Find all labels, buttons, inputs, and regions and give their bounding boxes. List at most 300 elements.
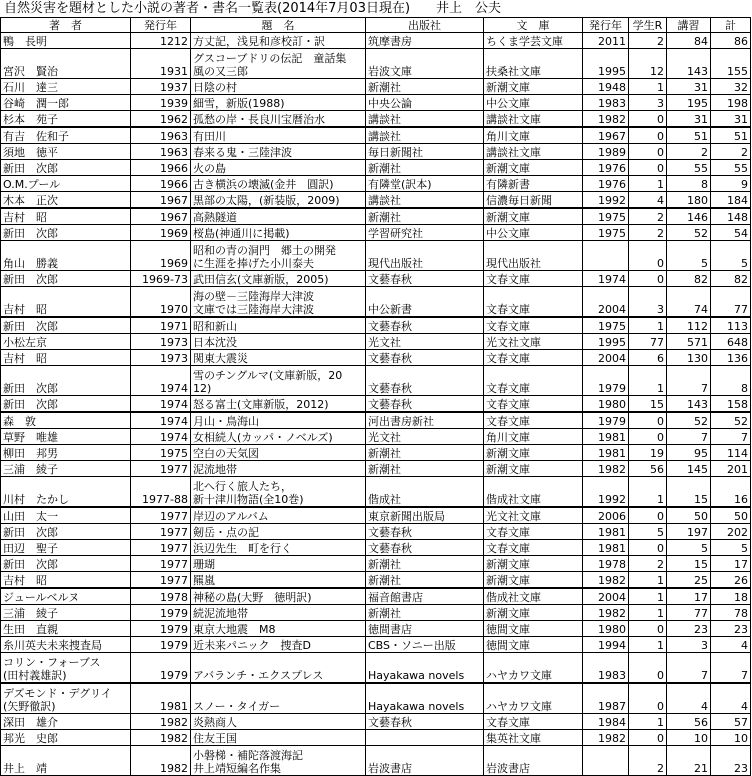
bunko-year-cell[interactable]: 1982 xyxy=(583,111,629,128)
student-count-cell[interactable]: 2 xyxy=(629,556,667,572)
author-cell[interactable]: 新田 次郎 xyxy=(1,160,131,176)
bunko-cell[interactable]: 岩波書店 xyxy=(484,746,583,776)
year-cell[interactable]: 1981 xyxy=(131,683,191,714)
author-cell[interactable]: 宮沢 賢治 xyxy=(1,49,131,79)
title-cell[interactable]: 泥流地帯 xyxy=(191,461,366,477)
course-count-cell[interactable]: 146 xyxy=(667,208,711,225)
student-count-cell[interactable]: 12 xyxy=(629,49,667,79)
student-count-cell[interactable]: 1 xyxy=(629,477,667,508)
course-count-cell[interactable]: 7 xyxy=(667,429,711,445)
student-count-cell[interactable]: 3 xyxy=(629,95,667,111)
total-count-cell[interactable]: 2 xyxy=(711,144,751,160)
publisher-cell[interactable]: 新潮社 xyxy=(366,461,484,477)
author-cell[interactable]: 田辺 聖子 xyxy=(1,540,131,556)
year-cell[interactable]: 1982 xyxy=(131,746,191,776)
student-count-cell[interactable]: 1 xyxy=(629,366,667,396)
total-count-cell[interactable]: 8 xyxy=(711,366,751,396)
course-count-cell[interactable]: 74 xyxy=(667,287,711,318)
bunko-cell[interactable]: 現代出版社 xyxy=(484,241,583,271)
year-cell[interactable]: 1931 xyxy=(131,49,191,79)
bunko-year-cell[interactable]: 1982 xyxy=(583,605,629,621)
course-count-cell[interactable]: 51 xyxy=(667,127,711,144)
publisher-cell[interactable]: 光文社 xyxy=(366,334,484,350)
year-cell[interactable]: 1963 xyxy=(131,144,191,160)
bunko-year-cell[interactable]: 1981 xyxy=(583,540,629,556)
publisher-cell[interactable]: 毎日新聞社 xyxy=(366,144,484,160)
header-course[interactable]: 講習 xyxy=(667,18,711,33)
title-cell[interactable]: 孤愁の岸・長良川宝暦治水 xyxy=(191,111,366,128)
bunko-year-cell[interactable]: 1978 xyxy=(583,556,629,572)
total-count-cell[interactable]: 148 xyxy=(711,208,751,225)
bunko-year-cell[interactable]: 1994 xyxy=(583,637,629,653)
title-cell[interactable]: 方丈記，浅見和彦校訂・訳 xyxy=(191,33,366,49)
title-cell[interactable]: 桜島(神通川に掲載) xyxy=(191,225,366,241)
title-cell[interactable]: 関東大震災 xyxy=(191,350,366,366)
publisher-cell[interactable]: 有隣堂(訳本) xyxy=(366,176,484,192)
student-count-cell[interactable]: 19 xyxy=(629,445,667,461)
bunko-cell[interactable]: 文春文庫 xyxy=(484,714,583,730)
publisher-cell[interactable]: 現代出版社 xyxy=(366,241,484,271)
bunko-cell[interactable]: 光文社文庫 xyxy=(484,507,583,524)
title-cell[interactable]: 月山・鳥海山 xyxy=(191,412,366,429)
header-publisher[interactable]: 出版社 xyxy=(366,18,484,33)
bunko-cell[interactable]: 新潮文庫 xyxy=(484,208,583,225)
title-cell[interactable]: 昭和の青の洞門 郷土の開発 に生涯を捧げた小川泰夫 xyxy=(191,241,366,271)
publisher-cell[interactable]: 新潮社 xyxy=(366,79,484,95)
title-cell[interactable]: 剱岳・点の記 xyxy=(191,524,366,540)
bunko-year-cell[interactable]: 1975 xyxy=(583,225,629,241)
author-cell[interactable]: 井上 靖 xyxy=(1,746,131,776)
title-cell[interactable]: 神秘の島(大野 徳明訳) xyxy=(191,588,366,605)
publisher-cell[interactable]: 岩波文庫 xyxy=(366,49,484,79)
author-cell[interactable]: 吉村 昭 xyxy=(1,208,131,225)
course-count-cell[interactable]: 52 xyxy=(667,412,711,429)
bunko-cell[interactable]: 新潮文庫 xyxy=(484,79,583,95)
author-cell[interactable]: 糸川英夫未来捜査局 xyxy=(1,637,131,653)
bunko-year-cell[interactable]: 1995 xyxy=(583,334,629,350)
bunko-cell[interactable]: 文春文庫 xyxy=(484,396,583,413)
publisher-cell[interactable]: 新潮社 xyxy=(366,208,484,225)
publisher-cell[interactable]: 新潮社 xyxy=(366,160,484,176)
publisher-cell[interactable]: 新潮社 xyxy=(366,445,484,461)
year-cell[interactable]: 1962 xyxy=(131,111,191,128)
publisher-cell[interactable]: 光文社 xyxy=(366,429,484,445)
title-cell[interactable]: スノー・タイガー xyxy=(191,683,366,714)
bunko-year-cell[interactable]: 1967 xyxy=(583,127,629,144)
total-count-cell[interactable]: 184 xyxy=(711,192,751,209)
bunko-year-cell[interactable]: 1989 xyxy=(583,144,629,160)
bunko-cell[interactable]: 新潮文庫 xyxy=(484,461,583,477)
author-cell[interactable]: 有吉 佐和子 xyxy=(1,127,131,144)
author-cell[interactable]: 杉本 苑子 xyxy=(1,111,131,128)
title-cell[interactable]: 炎熱商人 xyxy=(191,714,366,730)
bunko-year-cell[interactable]: 1992 xyxy=(583,192,629,209)
publisher-cell[interactable]: Hayakawa novels xyxy=(366,653,484,684)
publisher-cell[interactable]: 中央公論 xyxy=(366,95,484,111)
course-count-cell[interactable]: 50 xyxy=(667,507,711,524)
bunko-year-cell[interactable] xyxy=(583,746,629,776)
year-cell[interactable]: 1974 xyxy=(131,429,191,445)
bunko-year-cell[interactable]: 1982 xyxy=(583,730,629,746)
bunko-year-cell[interactable]: 1948 xyxy=(583,79,629,95)
course-count-cell[interactable]: 7 xyxy=(667,653,711,684)
author-cell[interactable]: 木本 正次 xyxy=(1,192,131,209)
title-cell[interactable]: 続泥流地帯 xyxy=(191,605,366,621)
course-count-cell[interactable]: 82 xyxy=(667,271,711,287)
publisher-cell[interactable]: 学習研究社 xyxy=(366,225,484,241)
bunko-cell[interactable]: 光文社文庫 xyxy=(484,334,583,350)
bunko-cell[interactable]: ハヤカワ文庫 xyxy=(484,683,583,714)
bunko-cell[interactable]: 角川文庫 xyxy=(484,127,583,144)
publisher-cell[interactable]: 中公新書 xyxy=(366,287,484,318)
total-count-cell[interactable]: 51 xyxy=(711,127,751,144)
course-count-cell[interactable]: 195 xyxy=(667,95,711,111)
header-total[interactable]: 計 xyxy=(711,18,751,33)
bunko-cell[interactable]: 講談社文庫 xyxy=(484,144,583,160)
year-cell[interactable]: 1979 xyxy=(131,637,191,653)
course-count-cell[interactable]: 8 xyxy=(667,176,711,192)
author-cell[interactable]: 角山 勝義 xyxy=(1,241,131,271)
student-count-cell[interactable]: 0 xyxy=(629,683,667,714)
total-count-cell[interactable]: 55 xyxy=(711,160,751,176)
publisher-cell[interactable]: 講談社 xyxy=(366,111,484,128)
bunko-cell[interactable]: ちくま学芸文庫 xyxy=(484,33,583,49)
author-cell[interactable]: 石川 達三 xyxy=(1,79,131,95)
year-cell[interactable]: 1977 xyxy=(131,556,191,572)
title-cell[interactable]: 日陰の村 xyxy=(191,79,366,95)
bunko-year-cell[interactable]: 1979 xyxy=(583,412,629,429)
author-cell[interactable]: コリン・フォーブス (田村義雄訳) xyxy=(1,653,131,684)
bunko-year-cell[interactable]: 1983 xyxy=(583,653,629,684)
student-count-cell[interactable]: 1 xyxy=(629,572,667,589)
publisher-cell[interactable]: 河出書房新社 xyxy=(366,412,484,429)
bunko-year-cell[interactable]: 1980 xyxy=(583,396,629,413)
title-cell[interactable]: 武田信玄(文庫新版，2005) xyxy=(191,271,366,287)
year-cell[interactable]: 1969 xyxy=(131,241,191,271)
year-cell[interactable]: 1978 xyxy=(131,588,191,605)
year-cell[interactable]: 1977 xyxy=(131,540,191,556)
year-cell[interactable]: 1974 xyxy=(131,396,191,413)
year-cell[interactable]: 1967 xyxy=(131,208,191,225)
bunko-cell[interactable]: 中公文庫 xyxy=(484,225,583,241)
author-cell[interactable]: 須地 徳平 xyxy=(1,144,131,160)
bunko-year-cell[interactable]: 1980 xyxy=(583,621,629,637)
course-count-cell[interactable]: 143 xyxy=(667,396,711,413)
total-count-cell[interactable]: 23 xyxy=(711,621,751,637)
year-cell[interactable]: 1963 xyxy=(131,127,191,144)
publisher-cell[interactable]: 東京新聞出版局 xyxy=(366,507,484,524)
publisher-cell[interactable]: 文藝春秋 xyxy=(366,396,484,413)
total-count-cell[interactable]: 82 xyxy=(711,271,751,287)
student-count-cell[interactable]: 2 xyxy=(629,746,667,776)
bunko-cell[interactable]: 扶桑社文庫 xyxy=(484,49,583,79)
course-count-cell[interactable]: 5 xyxy=(667,540,711,556)
bunko-year-cell[interactable]: 2004 xyxy=(583,287,629,318)
student-count-cell[interactable]: 1 xyxy=(629,714,667,730)
student-count-cell[interactable]: 2 xyxy=(629,225,667,241)
bunko-cell[interactable]: 文春文庫 xyxy=(484,350,583,366)
student-count-cell[interactable]: 1 xyxy=(629,317,667,334)
author-cell[interactable]: 三浦 綾子 xyxy=(1,461,131,477)
student-count-cell[interactable]: 0 xyxy=(629,653,667,684)
author-cell[interactable]: 新田 次郎 xyxy=(1,366,131,396)
student-count-cell[interactable]: 0 xyxy=(629,540,667,556)
student-count-cell[interactable]: 3 xyxy=(629,287,667,318)
year-cell[interactable]: 1977 xyxy=(131,524,191,540)
year-cell[interactable]: 1973 xyxy=(131,334,191,350)
title-cell[interactable]: 細雪，新版(1988) xyxy=(191,95,366,111)
title-cell[interactable]: 高熱隧道 xyxy=(191,208,366,225)
total-count-cell[interactable]: 31 xyxy=(711,111,751,128)
title-cell[interactable]: 雪のチングルマ(文庫新版，20 12) xyxy=(191,366,366,396)
course-count-cell[interactable]: 15 xyxy=(667,556,711,572)
author-cell[interactable]: 新田 次郎 xyxy=(1,225,131,241)
bunko-cell[interactable]: 文春文庫 xyxy=(484,524,583,540)
author-cell[interactable]: 小松左京 xyxy=(1,334,131,350)
total-count-cell[interactable]: 54 xyxy=(711,225,751,241)
year-cell[interactable]: 1977 xyxy=(131,572,191,589)
bunko-cell[interactable]: 新潮文庫 xyxy=(484,160,583,176)
student-count-cell[interactable]: 5 xyxy=(629,524,667,540)
student-count-cell[interactable]: 1 xyxy=(629,637,667,653)
total-count-cell[interactable]: 5 xyxy=(711,241,751,271)
header-title[interactable]: 題 名 xyxy=(191,18,366,33)
bunko-year-cell[interactable]: 1984 xyxy=(583,714,629,730)
course-count-cell[interactable]: 17 xyxy=(667,588,711,605)
year-cell[interactable]: 1966 xyxy=(131,160,191,176)
publisher-cell[interactable]: 文藝春秋 xyxy=(366,524,484,540)
course-count-cell[interactable]: 23 xyxy=(667,621,711,637)
title-cell[interactable]: 海の壁－三陸海岸大津波 文庫では三陸海岸大津波 xyxy=(191,287,366,318)
bunko-cell[interactable]: 有隣新書 xyxy=(484,176,583,192)
title-cell[interactable]: 浜辺先生 町を行く xyxy=(191,540,366,556)
author-cell[interactable]: 新田 次郎 xyxy=(1,556,131,572)
author-cell[interactable]: 川村 たかし xyxy=(1,477,131,508)
student-count-cell[interactable]: 0 xyxy=(629,160,667,176)
total-count-cell[interactable]: 86 xyxy=(711,33,751,49)
year-cell[interactable]: 1979 xyxy=(131,605,191,621)
course-count-cell[interactable]: 143 xyxy=(667,49,711,79)
bunko-year-cell[interactable]: 1974 xyxy=(583,271,629,287)
total-count-cell[interactable]: 5 xyxy=(711,540,751,556)
publisher-cell[interactable]: 新潮社 xyxy=(366,572,484,589)
title-cell[interactable]: 北へ行く旅人たち， 新十津川物語(全10巻) xyxy=(191,477,366,508)
author-cell[interactable]: 三浦 綾子 xyxy=(1,605,131,621)
publisher-cell[interactable]: CBS・ソニー出版 xyxy=(366,637,484,653)
title-cell[interactable]: 女相続人(カッパ・ノベルズ) xyxy=(191,429,366,445)
total-count-cell[interactable]: 52 xyxy=(711,412,751,429)
total-count-cell[interactable]: 50 xyxy=(711,507,751,524)
header-student[interactable]: 学生R xyxy=(629,18,667,33)
student-count-cell[interactable]: 0 xyxy=(629,271,667,287)
publisher-cell[interactable]: 文藝春秋 xyxy=(366,317,484,334)
year-cell[interactable]: 1969-73 xyxy=(131,271,191,287)
publisher-cell[interactable]: 講談社 xyxy=(366,127,484,144)
student-count-cell[interactable]: 1 xyxy=(629,79,667,95)
total-count-cell[interactable]: 18 xyxy=(711,588,751,605)
bunko-year-cell[interactable]: 1983 xyxy=(583,95,629,111)
year-cell[interactable]: 1969 xyxy=(131,225,191,241)
title-cell[interactable]: 羆嵐 xyxy=(191,572,366,589)
author-cell[interactable]: 新田 次郎 xyxy=(1,524,131,540)
bunko-cell[interactable]: 文春文庫 xyxy=(484,317,583,334)
title-cell[interactable]: 岸辺のアルバム xyxy=(191,507,366,524)
course-count-cell[interactable]: 7 xyxy=(667,366,711,396)
total-count-cell[interactable]: 7 xyxy=(711,653,751,684)
course-count-cell[interactable]: 55 xyxy=(667,160,711,176)
title-cell[interactable]: 小磐梯・補陀落渡海記 井上靖短編名作集 xyxy=(191,746,366,776)
publisher-cell[interactable]: 偕成社 xyxy=(366,477,484,508)
student-count-cell[interactable]: 0 xyxy=(629,127,667,144)
publisher-cell[interactable]: 徳間書店 xyxy=(366,621,484,637)
bunko-cell[interactable]: 文春文庫 xyxy=(484,412,583,429)
course-count-cell[interactable]: 5 xyxy=(667,241,711,271)
publisher-cell[interactable] xyxy=(366,730,484,746)
course-count-cell[interactable]: 15 xyxy=(667,477,711,508)
author-cell[interactable]: 柳田 邦男 xyxy=(1,445,131,461)
title-cell[interactable]: アバランチ・エクスプレス xyxy=(191,653,366,684)
total-count-cell[interactable]: 10 xyxy=(711,730,751,746)
publisher-cell[interactable]: 筑摩書房 xyxy=(366,33,484,49)
title-cell[interactable]: グスコーブドリの伝記 童話集 風の又三郎 xyxy=(191,49,366,79)
course-count-cell[interactable]: 197 xyxy=(667,524,711,540)
course-count-cell[interactable]: 3 xyxy=(667,637,711,653)
publisher-cell[interactable]: 文藝春秋 xyxy=(366,714,484,730)
year-cell[interactable]: 1973 xyxy=(131,350,191,366)
course-count-cell[interactable]: 112 xyxy=(667,317,711,334)
year-cell[interactable]: 1970 xyxy=(131,287,191,318)
author-cell[interactable]: 山田 太一 xyxy=(1,507,131,524)
course-count-cell[interactable]: 95 xyxy=(667,445,711,461)
title-cell[interactable]: 有田川 xyxy=(191,127,366,144)
author-cell[interactable]: 森 敦 xyxy=(1,412,131,429)
student-count-cell[interactable]: 0 xyxy=(629,429,667,445)
student-count-cell[interactable]: 1 xyxy=(629,176,667,192)
author-cell[interactable]: 新田 次郎 xyxy=(1,317,131,334)
bunko-cell[interactable]: 中公文庫 xyxy=(484,95,583,111)
total-count-cell[interactable]: 23 xyxy=(711,746,751,776)
title-cell[interactable]: 古き横浜の壊滅(金井 圓訳) xyxy=(191,176,366,192)
course-count-cell[interactable]: 56 xyxy=(667,714,711,730)
year-cell[interactable]: 1212 xyxy=(131,33,191,49)
student-count-cell[interactable]: 56 xyxy=(629,461,667,477)
year-cell[interactable]: 1966 xyxy=(131,176,191,192)
total-count-cell[interactable]: 136 xyxy=(711,350,751,366)
course-count-cell[interactable]: 31 xyxy=(667,79,711,95)
course-count-cell[interactable]: 84 xyxy=(667,33,711,49)
bunko-cell[interactable]: 講談社文庫 xyxy=(484,111,583,128)
author-cell[interactable]: 谷崎 潤一郎 xyxy=(1,95,131,111)
bunko-cell[interactable]: 新潮文庫 xyxy=(484,605,583,621)
bunko-cell[interactable]: 集英社文庫 xyxy=(484,730,583,746)
bunko-cell[interactable]: 文春文庫 xyxy=(484,287,583,318)
publisher-cell[interactable]: 福音館書店 xyxy=(366,588,484,605)
student-count-cell[interactable]: 0 xyxy=(629,507,667,524)
bunko-year-cell[interactable]: 2006 xyxy=(583,507,629,524)
course-count-cell[interactable]: 145 xyxy=(667,461,711,477)
year-cell[interactable]: 1982 xyxy=(131,714,191,730)
author-cell[interactable]: 邦光 史郎 xyxy=(1,730,131,746)
bunko-cell[interactable]: ハヤカワ文庫 xyxy=(484,653,583,684)
author-cell[interactable]: 新田 次郎 xyxy=(1,396,131,413)
year-cell[interactable]: 1979 xyxy=(131,653,191,684)
bunko-year-cell[interactable]: 1975 xyxy=(583,208,629,225)
author-cell[interactable]: 深田 雄介 xyxy=(1,714,131,730)
student-count-cell[interactable]: 0 xyxy=(629,111,667,128)
total-count-cell[interactable]: 4 xyxy=(711,683,751,714)
bunko-year-cell[interactable]: 1995 xyxy=(583,49,629,79)
bunko-year-cell[interactable]: 2004 xyxy=(583,588,629,605)
author-cell[interactable]: ジュールベルヌ xyxy=(1,588,131,605)
total-count-cell[interactable]: 113 xyxy=(711,317,751,334)
year-cell[interactable]: 1977-88 xyxy=(131,477,191,508)
bunko-year-cell[interactable]: 1987 xyxy=(583,683,629,714)
year-cell[interactable]: 1939 xyxy=(131,95,191,111)
course-count-cell[interactable]: 25 xyxy=(667,572,711,589)
total-count-cell[interactable]: 32 xyxy=(711,79,751,95)
course-count-cell[interactable]: 4 xyxy=(667,683,711,714)
student-count-cell[interactable]: 1 xyxy=(629,588,667,605)
bunko-year-cell[interactable]: 1981 xyxy=(583,524,629,540)
bunko-cell[interactable]: 文春文庫 xyxy=(484,540,583,556)
title-cell[interactable]: 近未来パニック 捜査D xyxy=(191,637,366,653)
course-count-cell[interactable]: 571 xyxy=(667,334,711,350)
author-cell[interactable]: 吉村 昭 xyxy=(1,350,131,366)
total-count-cell[interactable]: 7 xyxy=(711,429,751,445)
total-count-cell[interactable]: 4 xyxy=(711,637,751,653)
year-cell[interactable]: 1971 xyxy=(131,317,191,334)
year-cell[interactable]: 1974 xyxy=(131,412,191,429)
total-count-cell[interactable]: 114 xyxy=(711,445,751,461)
author-cell[interactable]: 生田 直親 xyxy=(1,621,131,637)
total-count-cell[interactable]: 9 xyxy=(711,176,751,192)
total-count-cell[interactable]: 17 xyxy=(711,556,751,572)
bunko-cell[interactable]: 文春文庫 xyxy=(484,271,583,287)
course-count-cell[interactable]: 21 xyxy=(667,746,711,776)
bunko-cell[interactable]: 信濃毎日新聞 xyxy=(484,192,583,209)
bunko-year-cell[interactable]: 1976 xyxy=(583,160,629,176)
student-count-cell[interactable]: 0 xyxy=(629,621,667,637)
student-count-cell[interactable]: 0 xyxy=(629,730,667,746)
bunko-year-cell[interactable]: 1979 xyxy=(583,366,629,396)
course-count-cell[interactable]: 31 xyxy=(667,111,711,128)
year-cell[interactable]: 1975 xyxy=(131,445,191,461)
year-cell[interactable]: 1977 xyxy=(131,461,191,477)
header-author[interactable]: 著 者 xyxy=(1,18,131,33)
student-count-cell[interactable]: 2 xyxy=(629,208,667,225)
bunko-year-cell[interactable]: 1981 xyxy=(583,445,629,461)
title-cell[interactable]: 珊瑚 xyxy=(191,556,366,572)
bunko-year-cell[interactable]: 1992 xyxy=(583,477,629,508)
author-cell[interactable]: O.M.プール xyxy=(1,176,131,192)
title-cell[interactable]: 怒る富士(文庫新版，2012) xyxy=(191,396,366,413)
student-count-cell[interactable]: 1 xyxy=(629,605,667,621)
total-count-cell[interactable]: 198 xyxy=(711,95,751,111)
bunko-year-cell[interactable]: 1976 xyxy=(583,176,629,192)
publisher-cell[interactable]: 文藝春秋 xyxy=(366,366,484,396)
header-bunko[interactable]: 文 庫 xyxy=(484,18,583,33)
course-count-cell[interactable]: 10 xyxy=(667,730,711,746)
student-count-cell[interactable]: 4 xyxy=(629,192,667,209)
bunko-year-cell[interactable] xyxy=(583,241,629,271)
bunko-year-cell[interactable]: 1981 xyxy=(583,429,629,445)
author-cell[interactable]: 草野 唯雄 xyxy=(1,429,131,445)
publisher-cell[interactable]: 文藝春秋 xyxy=(366,540,484,556)
student-count-cell[interactable]: 77 xyxy=(629,334,667,350)
title-cell[interactable]: 春来る鬼・三陸津波 xyxy=(191,144,366,160)
total-count-cell[interactable]: 26 xyxy=(711,572,751,589)
header-year[interactable]: 発行年 xyxy=(131,18,191,33)
